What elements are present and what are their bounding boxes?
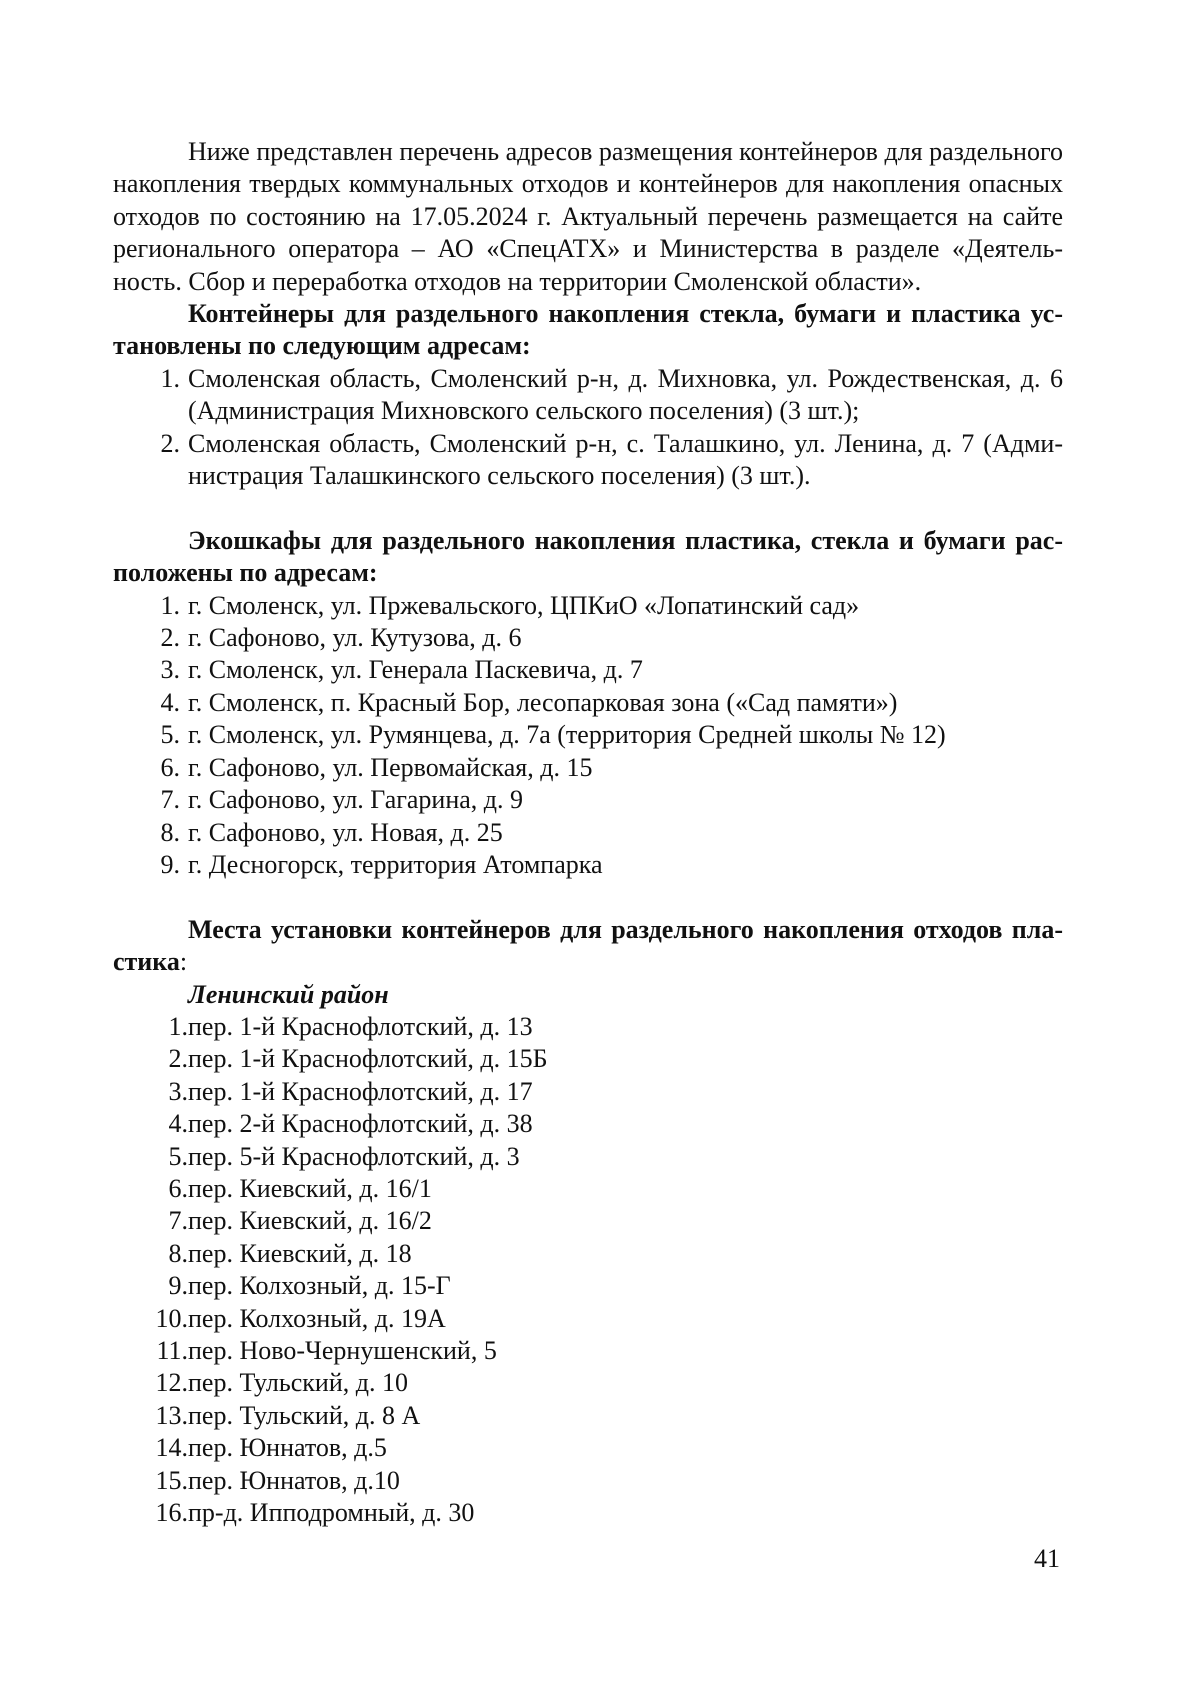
list-item: 4. пер. 2-й Краснофлотский, д. 38 (168, 1109, 533, 1139)
list-item: 5. пер. 5-й Краснофлотский, д. 3 (168, 1141, 520, 1171)
section1-list (113, 363, 1063, 493)
district-heading: Ленинский район (188, 979, 389, 1009)
section1-heading: Контейнеры для раздельного накопления стекла, бумаги и пластика установлены по следующим адресам: (113, 299, 1063, 361)
list-item: 6. пер. Киевский, д. 16/1 (168, 1173, 432, 1203)
document-page (113, 136, 1063, 1529)
list-item: 11. пер. Ново-Чернушенский, 5 (156, 1336, 497, 1365)
section3-list (113, 1011, 1063, 1530)
list-item: 8. г. Сафоново, ул. Новая, д. 25 (160, 817, 503, 847)
list-item: 7. г. Сафоново, ул. Гагарина, д. 9 (160, 785, 524, 815)
list-item: 1. Смоленская область, Смоленский р-н, д. Михновка, ул. Рождественская, д. 6 (Администрация Михновского сельского поселения) (3 шт.); (160, 363, 1063, 426)
list-item: 4. г. Смоленск, п. Красный Бор, лесопарковая зона («Сад памяти») (160, 687, 898, 717)
section2-list (113, 590, 1063, 882)
intro-paragraph: Ниже представлен перечень адресов размещения контейнеров для раздельного накопления твердых коммунальных отходов и контейнеров для накопления опасных отходов по состоянию на 17.05.2024 г. Актуальный перечень размещается на сайте регионального оператора – АО «СпецАТХ» и Министерства в разделе «Деятельность. Сбор и переработка отходов на территории Смоленской области». (113, 137, 1063, 296)
list-item: 10. пер. Колхозный, д. 19А (155, 1303, 446, 1333)
list-item: 13. пер. Тульский, д. 8 А (155, 1400, 421, 1430)
list-item: 6. г. Сафоново, ул. Первомайская, д. 15 (160, 752, 593, 782)
list-item: 7. пер. Киевский, д. 16/2 (168, 1206, 432, 1236)
list-item: 5. г. Смоленск, ул. Румянцева, д. 7а (территория Средней школы № 12) (160, 720, 946, 750)
list-item: 1. г. Смоленск, ул. Пржевальского, ЦПКиО «Лопатинский сад» (160, 590, 860, 620)
list-item: 8. пер. Киевский, д. 18 (168, 1238, 412, 1268)
list-item: 2. пер. 1-й Краснофлотский, д. 15Б (168, 1044, 548, 1074)
page-number: 41 (1034, 1544, 1060, 1573)
list-item: 14. пер. Юннатов, д.5 (155, 1433, 387, 1463)
section3-heading: Места установки контейнеров для раздельного накопления отходов пластика: (113, 914, 1063, 977)
list-item: 1. пер. 1-й Краснофлотский, д. 13 (168, 1011, 533, 1041)
list-item: 16. пр-д. Ипподромный, д. 30 (155, 1498, 475, 1528)
list-item: 2. Смоленская область, Смоленский р-н, с. Талашкино, ул. Ленина, д. 7 (Администрация Талашкинского сельского поселения) (3 шт.). (160, 428, 1063, 491)
spacer (113, 881, 1063, 913)
list-item: 15. пер. Юннатов, д.10 (155, 1465, 400, 1495)
list-item: 9. пер. Колхозный, д. 15-Г (168, 1271, 451, 1301)
list-item: 3. пер. 1-й Краснофлотский, д. 17 (168, 1076, 533, 1106)
spacer (113, 492, 1063, 524)
list-item: 3. г. Смоленск, ул. Генерала Паскевича, д. 7 (160, 655, 643, 685)
list-item: 12. пер. Тульский, д. 10 (155, 1368, 408, 1398)
list-item: 9. г. Десногорск, территория Атомпарка (160, 849, 603, 879)
section2-heading: Экошкафы для раздельного накопления пластика, стекла и бумаги расположены по адресам: (113, 525, 1063, 588)
list-item: 2. г. Сафоново, ул. Кутузова, д. 6 (160, 623, 522, 653)
